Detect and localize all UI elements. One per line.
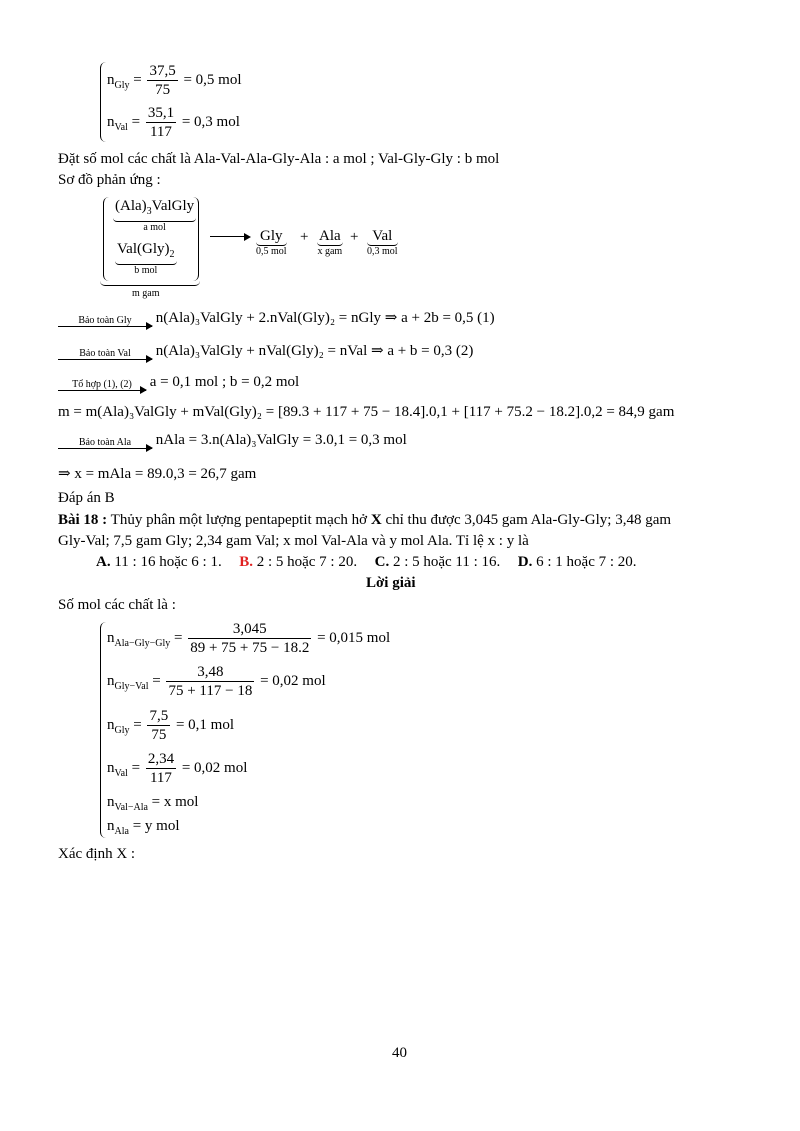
option-a: A. 11 : 16 hoặc 6 : 1.: [96, 554, 222, 570]
eq-bao-toan-gly: Bảo toàn Gly n(Ala)₃ValGly + 2.nVal(Gly)₂ = nGly ⇒ a + 2b = 0,5 (1): [58, 308, 495, 327]
brace-reactants: [103, 197, 109, 281]
text-so-mol-cac-chat: Số mol các chất là :: [58, 597, 176, 613]
eq-to-hop: Tổ hợp (1), (2) a = 0,1 mol ; b = 0,2 mol: [58, 374, 299, 391]
answer-options: [96, 554, 637, 571]
product-ala: Ala x gam: [317, 228, 343, 257]
eq-n-gly-2: $n_{Gly}$ = $\frac{7,5}{75}$ = 0,1 mol: [107, 708, 235, 743]
reaction-arrow-head: [244, 233, 251, 241]
eq-n-val-2: $n_{Val}$ = $\frac{2,34}{117}$ = 0,02 mol: [107, 751, 248, 786]
reactant-1: $(Ala)_3ValGly$ a mol: [115, 198, 195, 233]
problem-line-2: Gly-Val; 7,5 gam Gly; 2,34 gam Val; x mol Val-Ala và y mol Ala. Tỉ lệ x : y là: [58, 533, 529, 549]
reaction-arrow: [210, 236, 246, 237]
solution-title: Lời giải: [366, 575, 416, 591]
eq-n-gly-val: $n_{Gly-Val}$ = $\frac{3,48}{75 + 117 - 18}$ = 0,02 mol: [107, 664, 326, 699]
eq-n-ala: $n_{Ala} = y$ mol: [107, 818, 180, 837]
text-dat-so-mol: Đặt số mol các chất là Ala-Val-Ala-Gly-Ala : a mol ; Val-Gly-Gly : b mol: [58, 151, 500, 167]
reactant-2: $Val(Gly)_2$ b mol: [117, 241, 175, 276]
brace-system-2: [100, 622, 107, 838]
option-c: C. 2 : 5 hoặc 11 : 16.: [374, 554, 501, 570]
total-underbrace: [100, 279, 200, 286]
option-d: D. 6 : 1 hoặc 7 : 20.: [517, 554, 637, 570]
eq-n-gly: $n_{Gly}$ = $\frac{37,5}{75}$ = 0,5 mol: [107, 63, 242, 98]
eq-n-val-ala: $n_{Val-Ala} = x$ mol: [107, 794, 199, 813]
option-b: B. 2 : 5 hoặc 7 : 20.: [239, 554, 358, 570]
eq-x-value: ⇒ x = mAla = 89.0,3 = 26,7 gam: [58, 466, 257, 482]
page-number: 40: [392, 1045, 407, 1061]
eq-n-val: $n_{Val}$ = $\frac{35,1}{117}$ = 0,3 mol: [107, 105, 240, 140]
eq-bao-toan-val: Bảo toàn Val n(Ala)₃ValGly + nVal(Gly)₂ = nVal ⇒ a + b = 0,3 (2): [58, 341, 473, 360]
text-xac-dinh-x: Xác định X :: [58, 846, 136, 862]
plus-1: +: [300, 229, 309, 245]
eq-mass-m: m = m(Ala)₃ValGly + mVal(Gly)₂ = [89.3 + 117 + 75 − 18.4].0,1 + [117 + 75.2 − 18.2].0,2 = 84,9 gam: [58, 404, 675, 420]
answer-text: Đáp án B: [58, 490, 115, 506]
total-mass-label: m gam: [132, 288, 160, 299]
text-so-do: Sơ đồ phản ứng :: [58, 172, 161, 188]
eq-bao-toan-ala: Bảo toàn Ala nAla = 3.n(Ala)₃ValGly = 3.0,1 = 0,3 mol: [58, 432, 407, 449]
eq-n-ala-gly-gly: $n_{Ala-Gly-Gly}$ = $\frac{3,045}{89 + 75 + 75 - 18.2}$ = 0,015 mol: [107, 621, 391, 656]
plus-2: +: [350, 229, 359, 245]
brace-system-1: [100, 62, 107, 142]
problem-line-1: Bài 18 : Thủy phân một lượng pentapeptit mạch hở X chỉ thu được 3,045 gam Ala-Gly-Gly; 3,48 gam: [58, 512, 672, 528]
product-gly: Gly 0,5 mol: [256, 228, 287, 257]
product-val: Val 0,3 mol: [367, 228, 398, 257]
